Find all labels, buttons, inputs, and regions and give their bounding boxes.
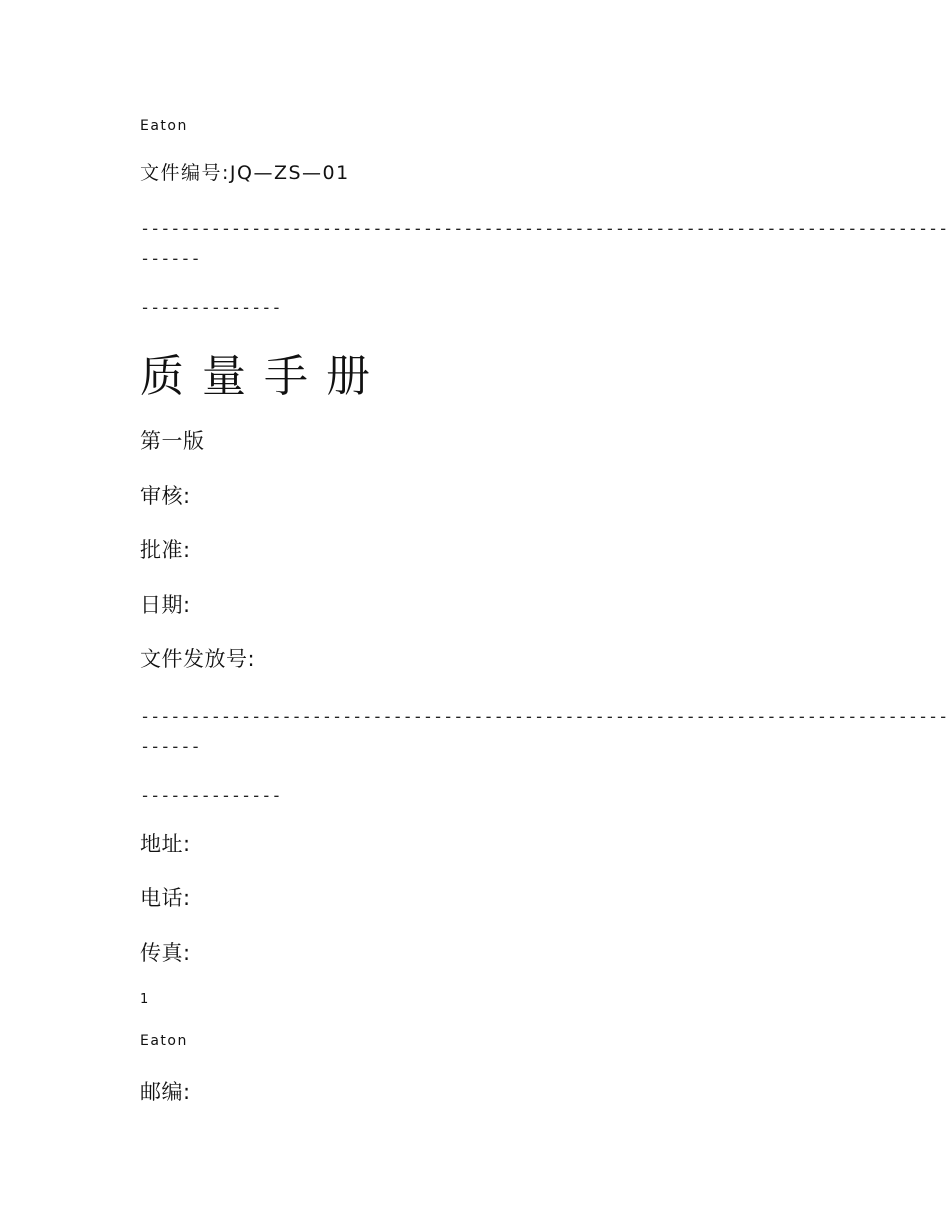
divider-top-line-1: -------------------------------------------------------------------------------- (140, 218, 949, 238)
divider-bottom-line-1: -------------------------------------------------------------------------------- (140, 706, 949, 726)
fax-field: 传真: (140, 941, 191, 965)
document-title: 质量手册 (140, 351, 388, 402)
review-field: 审核: (140, 484, 191, 508)
divider-top-line-3: -------------- (140, 297, 282, 317)
company-name: Eaton (140, 118, 188, 134)
divider-bottom-line-3: -------------- (140, 785, 282, 805)
address-field: 地址: (140, 832, 191, 856)
date-field: 日期: (140, 593, 191, 617)
divider-bottom-line-2: ------ (140, 736, 201, 756)
next-page-company-name: Eaton (140, 1033, 188, 1049)
page-number: 1 (140, 992, 149, 1007)
postcode-field: 邮编: (140, 1080, 191, 1104)
approve-field: 批准: (140, 538, 191, 562)
document-number: 文件编号:JQ—ZS—01 (140, 162, 350, 184)
release-number-field: 文件发放号: (140, 647, 256, 671)
divider-top-line-2: ------ (140, 248, 201, 268)
edition-label: 第一版 (140, 429, 205, 453)
phone-field: 电话: (140, 886, 191, 910)
